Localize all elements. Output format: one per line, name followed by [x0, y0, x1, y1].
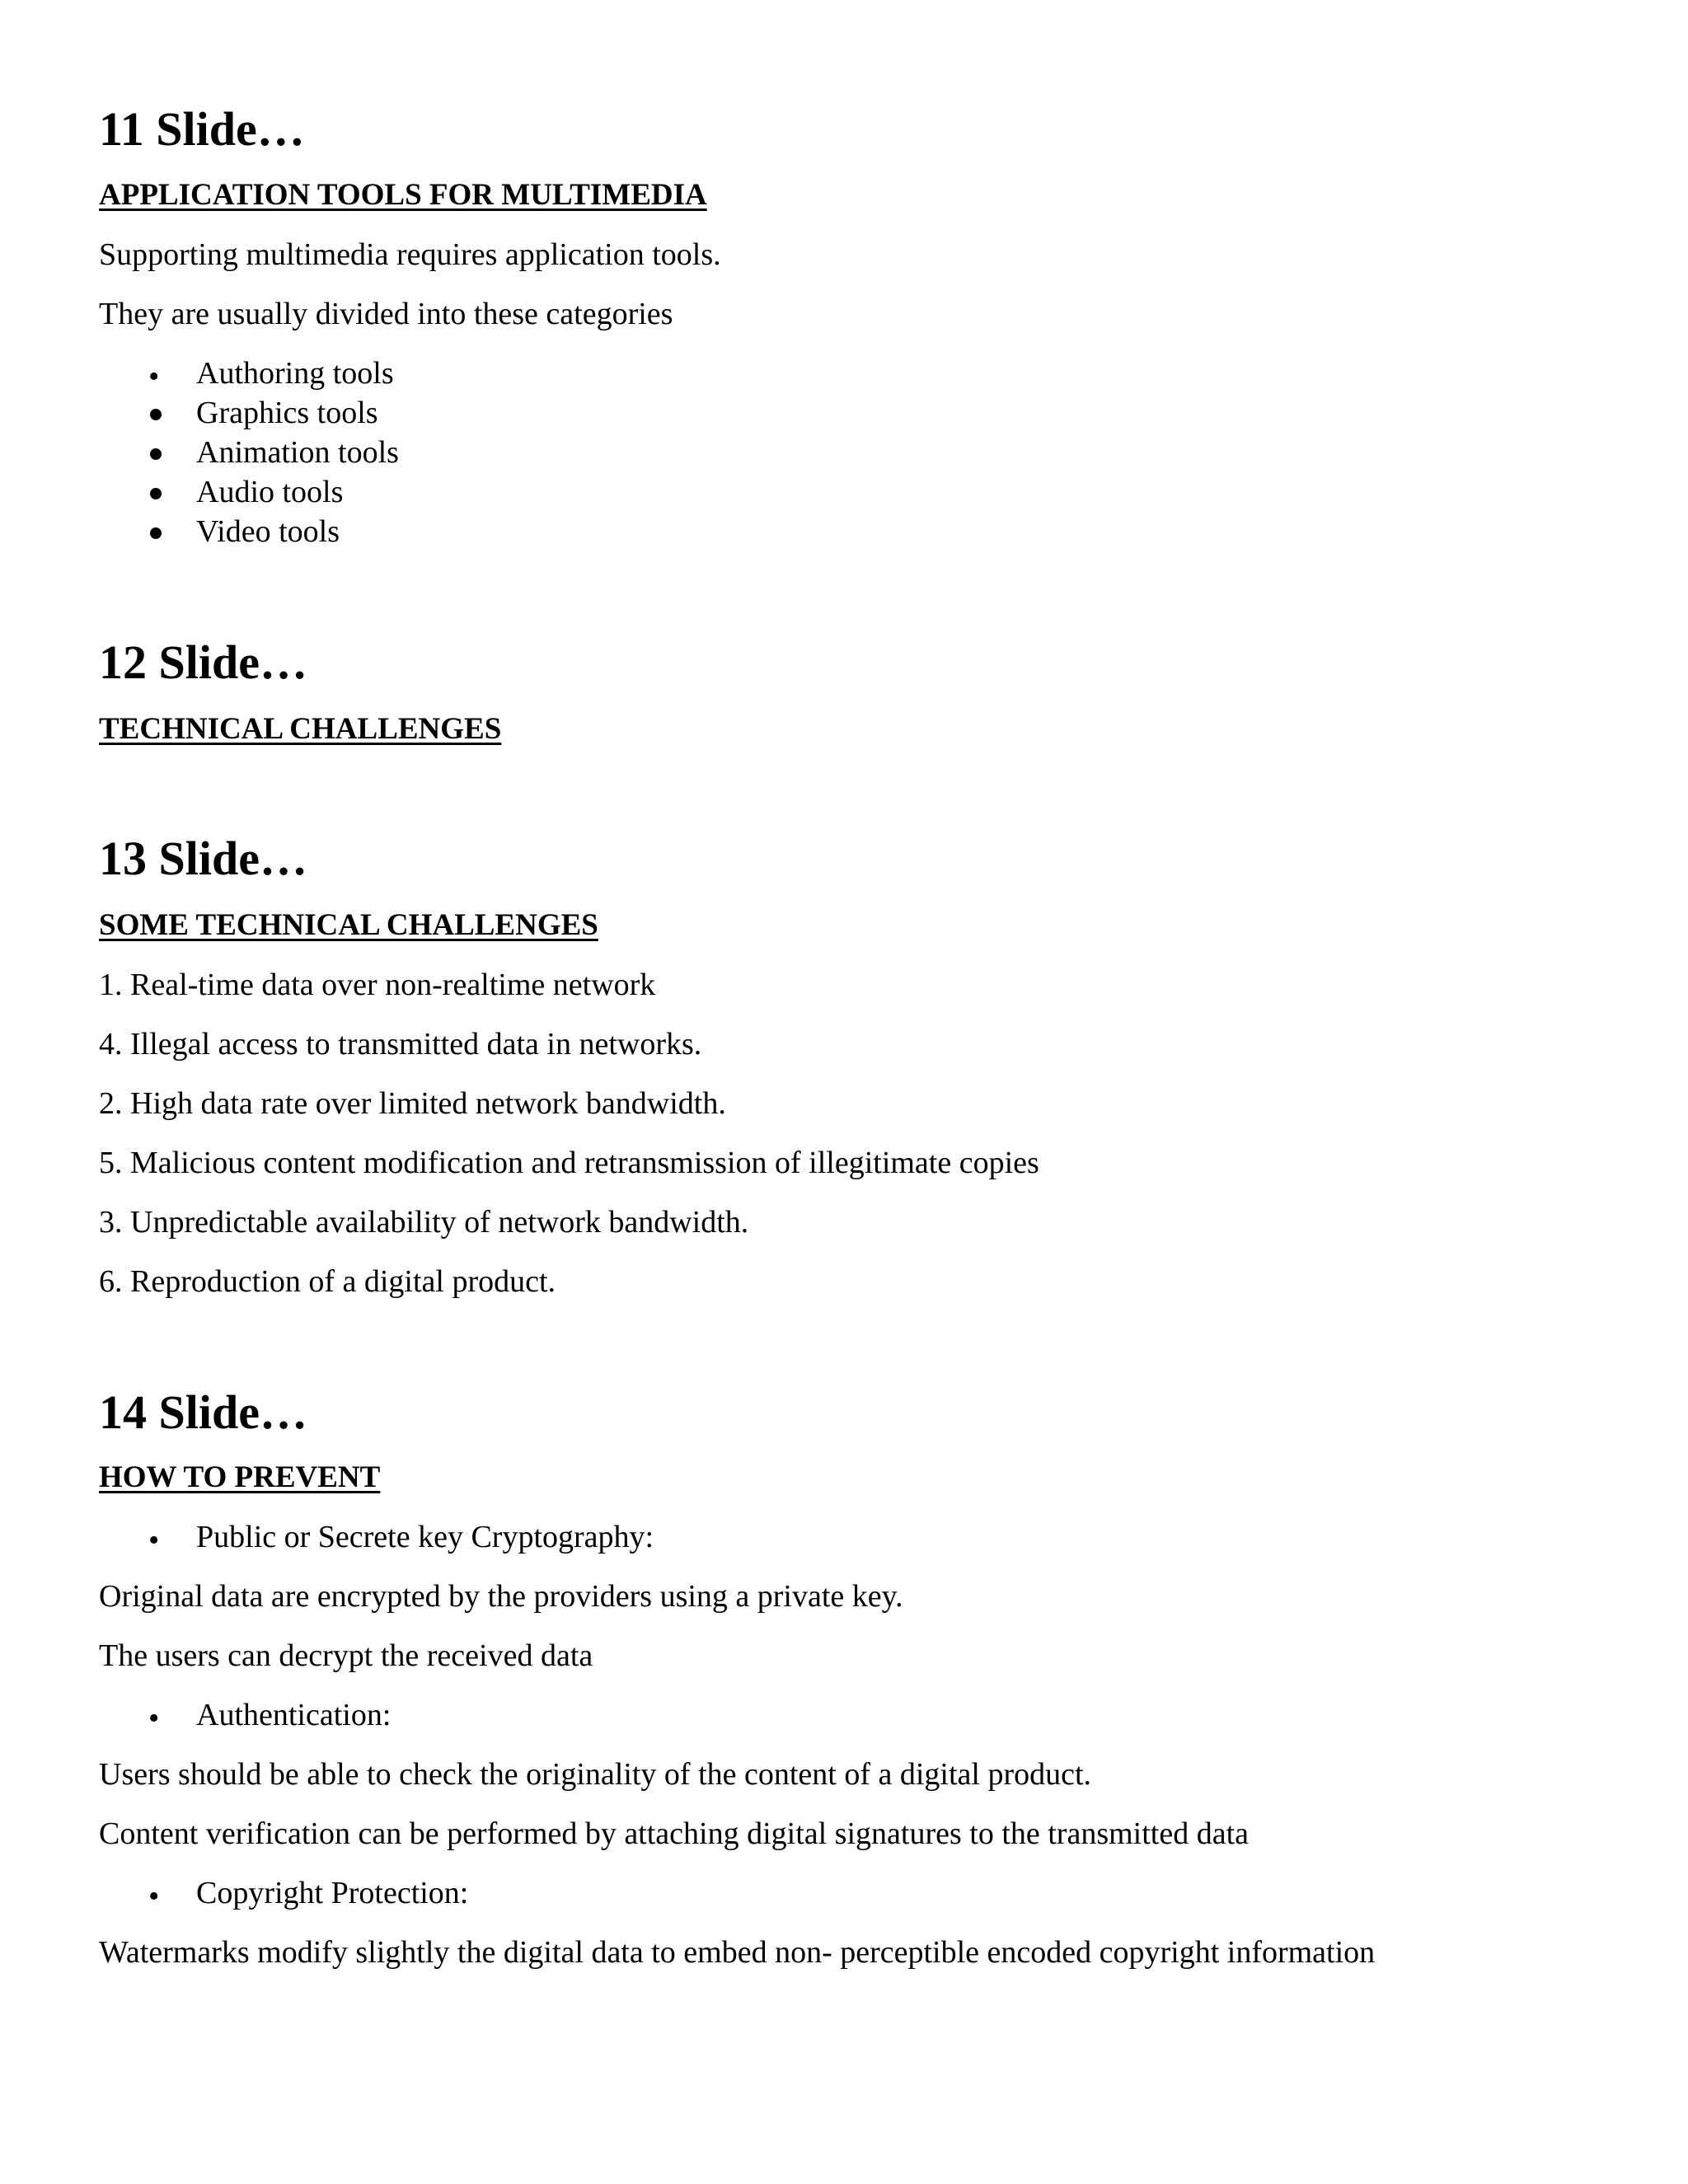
challenge-item: 2. High data rate over limited network bandwidth.	[99, 1086, 726, 1121]
challenge-item: 3. Unpredictable availability of network bandwidth.	[99, 1205, 749, 1240]
list-item	[0, 358, 1566, 394]
list-item	[0, 476, 1566, 513]
body-text: Watermarks modify slightly the digital data to embed non- perceptible encoded copyright information	[99, 1935, 1376, 1970]
list-item	[0, 1699, 1566, 1736]
list-item-text: Copyright Protection:	[196, 1876, 469, 1910]
list-item	[0, 1877, 1566, 1914]
list-item	[0, 516, 1566, 552]
body-text: Content verification can be performed by attaching digital signatures to the transmitted data	[99, 1816, 1249, 1851]
slide-12-title: 12 Slide…	[99, 635, 307, 689]
slide-13-title: 13 Slide…	[99, 832, 307, 885]
list-item	[0, 437, 1566, 473]
body-text: Users should be able to check the originality of the content of a digital product.	[99, 1757, 1092, 1792]
list-item-text: Audio tools	[196, 475, 344, 509]
body-text: The users can decrypt the received data	[99, 1638, 593, 1673]
slide-12-heading: TECHNICAL CHALLENGES	[99, 712, 502, 746]
list-item-text: Public or Secrete key Cryptography:	[196, 1520, 654, 1554]
bullet-icon	[150, 448, 162, 460]
body-text: Original data are encrypted by the providers using a private key.	[99, 1579, 903, 1614]
slide-14-title: 14 Slide…	[99, 1385, 307, 1439]
slide-13-heading: SOME TECHNICAL CHALLENGES	[99, 908, 598, 942]
challenge-item: 4. Illegal access to transmitted data in networks.	[99, 1027, 702, 1062]
challenge-item: 1. Real-time data over non-realtime network	[99, 968, 656, 1002]
list-item	[0, 1521, 1566, 1558]
bullet-icon	[150, 488, 162, 499]
slide-11-heading: APPLICATION TOOLS FOR MULTIMEDIA	[99, 178, 707, 212]
slide-11-paragraph-1: Supporting multimedia requires application tools.	[99, 237, 721, 272]
bullet-icon: •	[148, 359, 160, 394]
slide-14-heading: HOW TO PREVENT	[99, 1460, 381, 1494]
slide-11-title: 11 Slide…	[99, 102, 305, 156]
bullet-icon	[150, 409, 162, 420]
bullet-icon: •	[148, 1523, 160, 1558]
slide-11-paragraph-2: They are usually divided into these categories	[99, 297, 673, 331]
list-item	[0, 397, 1566, 434]
list-item-text: Authentication:	[196, 1698, 392, 1732]
list-item-text: Video tools	[196, 514, 340, 549]
bullet-icon: •	[148, 1701, 160, 1736]
list-item-text: Authoring tools	[196, 356, 394, 391]
list-item-text: Animation tools	[196, 435, 399, 470]
bullet-icon	[150, 527, 162, 539]
bullet-icon: •	[148, 1879, 160, 1914]
challenge-item: 6. Reproduction of a digital product.	[99, 1264, 556, 1299]
list-item-text: Graphics tools	[196, 396, 378, 430]
challenge-item: 5. Malicious content modification and retransmission of illegitimate copies	[99, 1146, 1039, 1180]
